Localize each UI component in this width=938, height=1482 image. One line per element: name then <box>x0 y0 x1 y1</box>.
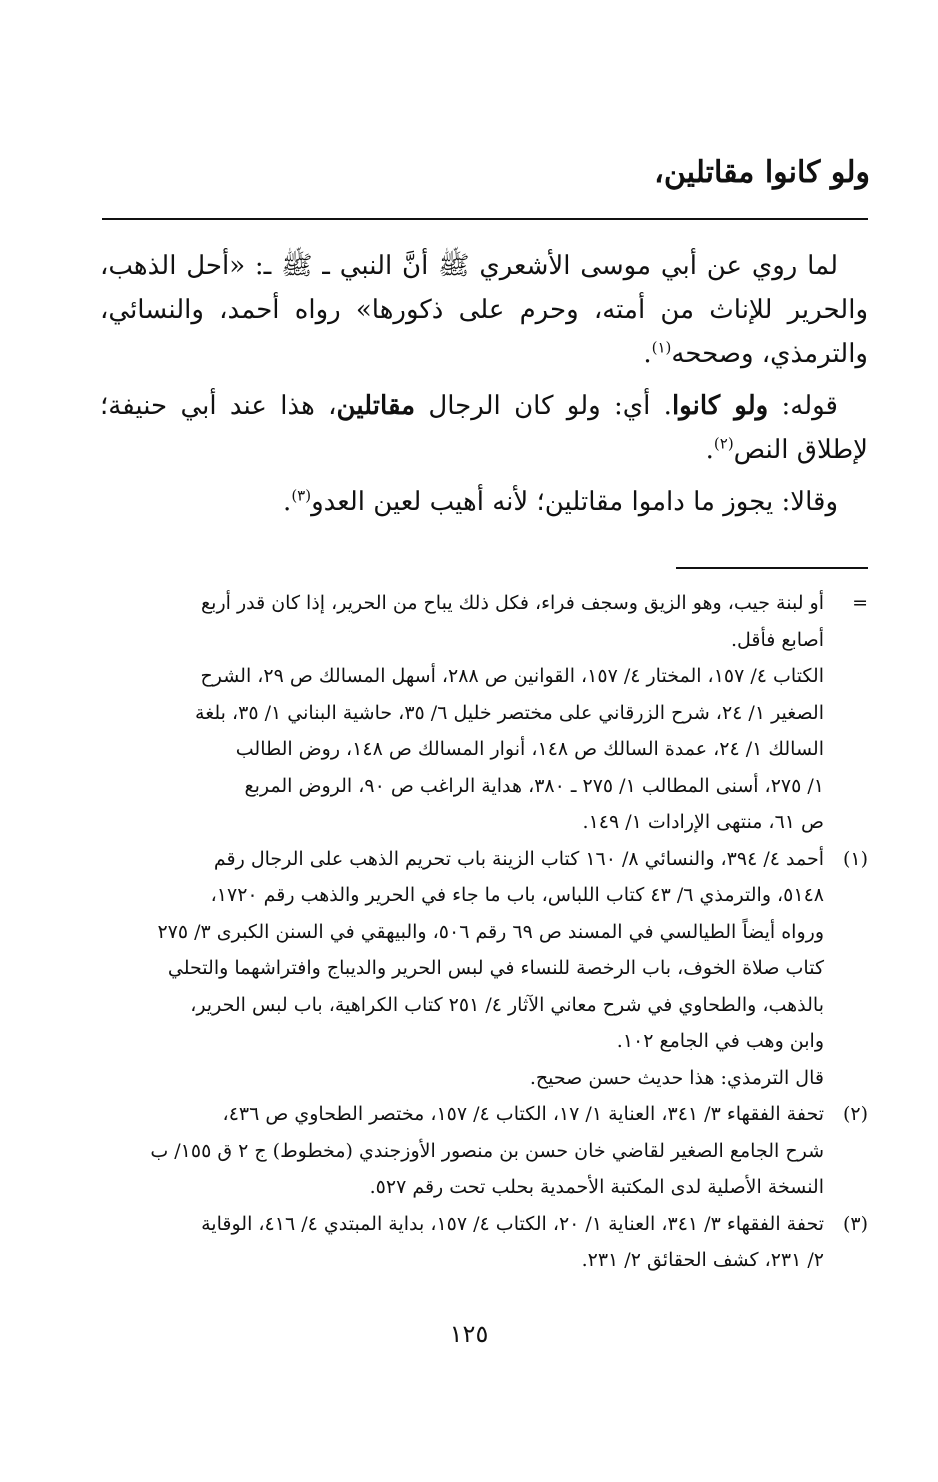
footnote-line: بالذهب، والطحاوي في شرح معاني الآثار ٤/ ٢٥١ كتاب الكراهية، باب لبس الحرير، <box>190 993 824 1016</box>
period: . <box>283 487 292 517</box>
footnote-line: ١/ ٢٧٥، أسنى المطالب ١/ ٢٧٥ ـ ٣٨٠، هداية الراغب ص ٩٠، الروض المربع <box>244 774 824 797</box>
bold-term: مقاتلين <box>336 391 416 421</box>
page-number: ١٢٥ <box>449 1320 489 1348</box>
text-run: ، هذا عند أبي حنيفة؛ لإطلاق النص <box>100 391 868 465</box>
footnote-line: كتاب صلاة الخوف، باب الرخصة للنساء في لبس الحرير والديباج وافتراشهما والتحلي <box>167 957 824 979</box>
footnote-line: ٥١٤٨، والترمذي ٦/ ٤٣ كتاب اللباس، باب ما جاء في الحرير والذهب رقم ١٧٢٠، <box>210 884 824 906</box>
footnote-ref-1: (١) <box>651 338 672 357</box>
footnote-divider <box>676 567 868 569</box>
footnote-line: الصغير ١/ ٢٤، شرح الزرقاني على مختصر خليل ٦/ ٣٥، حاشية البناني ١/ ٣٥، بلغة <box>195 701 824 724</box>
footnote-line: ص ٦١، منتهى الإرادات ١/ ١٤٩. <box>582 811 824 833</box>
footnote-line: النسخة الأصلية لدى المكتبة الأحمدية بحلب تحت رقم ٥٢٧. <box>369 1176 824 1198</box>
footnote-line: الكتاب ٤/ ١٥٧، المختار ٤/ ١٥٧، القوانين ص ٢٨٨، أسهل المسالك ص ٢٩، الشرح <box>200 665 824 687</box>
matn-heading: ولو كانوا مقاتلين، <box>654 155 870 190</box>
footnote-line: قال الترمذي: هذا حديث حسن صحيح. <box>529 1066 824 1089</box>
footnote-continuation <box>100 585 868 841</box>
footnote-line: أو لبنة جيب، وهو الزيق وسجف فراء، فكل ذلك يباح من الحرير، إذا كان قدر أربع <box>201 592 824 614</box>
bold-term: ولو كانوا <box>671 391 769 421</box>
footnote-marker: (٢) <box>842 1103 868 1125</box>
footnote-line: وابن وهب في الجامع ١٠٢. <box>616 1030 824 1052</box>
footnotes <box>100 585 868 1279</box>
commentary-body <box>100 244 868 532</box>
text-run: . أي: ولو كان الرجال <box>415 391 672 421</box>
period: . <box>705 435 714 465</box>
footnote-marker: (٣) <box>842 1212 868 1235</box>
footnote-marker: (١) <box>842 847 868 870</box>
text-run: قوله: <box>768 391 838 421</box>
paragraph-hadith <box>100 244 868 376</box>
footnote-line: ورواه أيضاً الطيالسي في المسند ص ٦٩ رقم ٥٠٦، والبيهقي في السنن الكبرى ٣/ ٢٧٥ <box>157 920 824 943</box>
footnote-line: تحفة الفقهاء ٣/ ٣٤١، العناية ١/ ٢٠، الكتاب ٤/ ١٥٧، بداية المبتدي ٤/ ٤١٦، الوقاية <box>201 1212 824 1235</box>
footnote-line: السالك ١/ ٢٤، عمدة السالك ص ١٤٨، أنوار المسالك ص ١٤٨، روض الطالب <box>235 738 824 760</box>
footnote-line: أحمد ٤/ ٣٩٤، والنسائي ٨/ ١٦٠ كتاب الزينة باب تحريم الذهب على الرجال رقم <box>213 847 824 870</box>
paragraph-two-companions <box>100 480 868 524</box>
period: . <box>643 339 652 369</box>
footnote-3 <box>100 1206 868 1279</box>
footnote-2 <box>100 1096 868 1206</box>
footnote-line: تحفة الفقهاء ٣/ ٣٤١، العناية ١/ ١٧، الكتاب ٤/ ١٥٧، مختصر الطحاوي ص ٤٣٦، <box>222 1103 824 1125</box>
footnote-ref-2: (٢) <box>713 434 734 453</box>
footnote-line: أصابع فأقل. <box>730 628 824 651</box>
paragraph-hadith-text: لما روي عن أبي موسى الأشعري ﷺ أنَّ النبي ـ ﷺ ـ: «أحل الذهب، والحرير للإناث من أمته، وحرم على ذكورها» رواه أحمد، والنسائي، والترمذي، وصححه <box>100 251 868 369</box>
heading-divider <box>102 218 868 220</box>
footnote-ref-3: (٣) <box>291 486 312 505</box>
paragraph-two-companions-text: وقالا: يجوز ما داموا مقاتلين؛ لأنه أهيب لعين العدو <box>311 487 838 517</box>
paragraph-explanation <box>100 384 868 472</box>
footnote-1 <box>100 841 868 1097</box>
footnote-line: شرح الجامع الصغير لقاضي خان حسن بن منصور الأوزجندي (مخطوط) ج ٢ ق ١٥٥/ ب <box>150 1139 824 1162</box>
footnote-line: ٢/ ٢٣١، كشف الحقائق ٢/ ٢٣١. <box>581 1249 824 1271</box>
footnote-marker: = <box>852 592 868 614</box>
